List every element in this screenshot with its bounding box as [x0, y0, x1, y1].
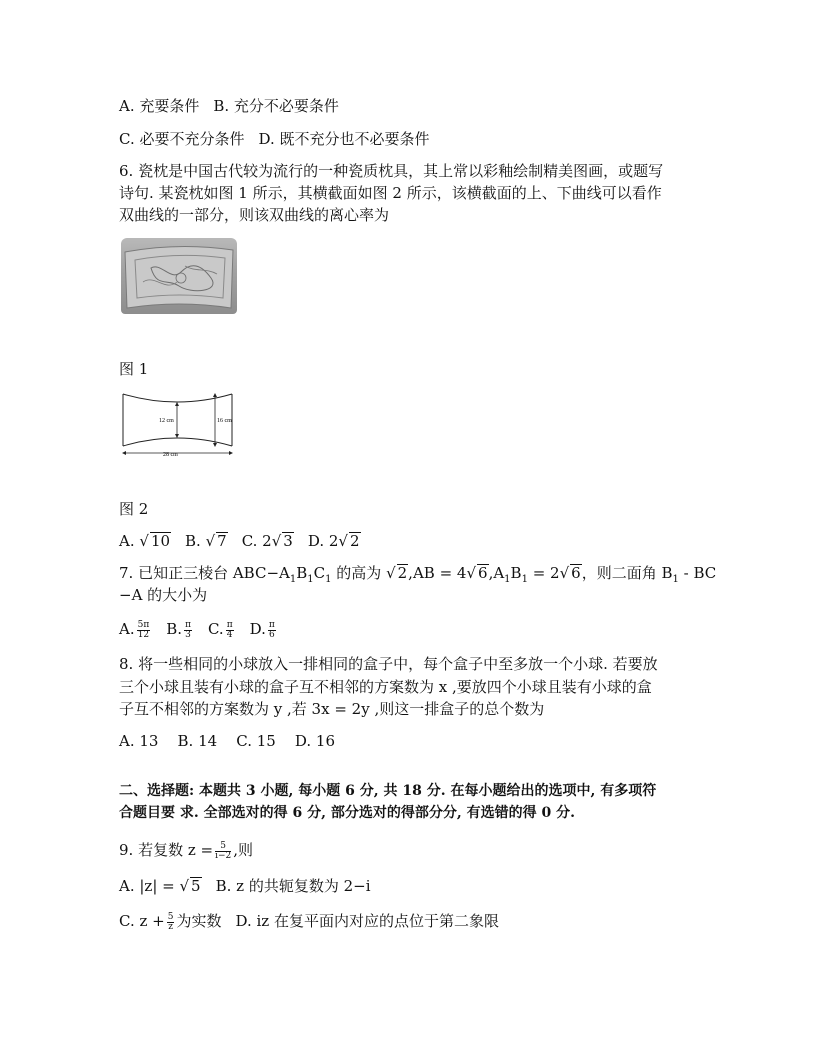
q9-option-a: A. |z| = [119, 877, 180, 895]
q7-stem-line1: 7. 已知正三棱台 $ABC-A_1B_1C_1$ 的高为 √ 2,AB = 4√ $6,A_1B_1 = 2√$ 6，则二面角 $B_1$ - BC [119, 564, 717, 585]
frac-den: 3 [185, 629, 191, 640]
q7-options [119, 619, 278, 640]
q6-options: A. √ 10 B. √ 7 C. 2√ 3 D. 2√ 2 [119, 532, 360, 550]
q7-text: B [296, 564, 308, 582]
q9-option-a-radicand: 5 [191, 877, 201, 895]
q7-text: ,A [488, 564, 505, 582]
q7-text: ，则二面角 B [581, 564, 673, 582]
figure-2-caption: 图 2 [119, 500, 149, 518]
q9-fraction [215, 842, 231, 861]
q5-option-d: D. 既不充分也不必要条件 [258, 130, 430, 148]
section-2-heading-line2: 合题目要 求. 全部选对的得 6 分, 部分选对的得部分分, 有选错的得 0 分. [119, 805, 575, 821]
q5-options-row2 [119, 129, 430, 149]
dim-width-label: 28 cm [163, 452, 178, 458]
q7-option-a-fraction [137, 621, 151, 640]
frac-den: 12 [137, 629, 150, 640]
q7-option-b: B. [166, 620, 183, 638]
figure-1-caption: 图 1 [119, 360, 149, 378]
q7-option-a: A. [119, 620, 135, 638]
section-2-heading-line1: 二、选择题: 本题共 3 小题, 每小题 6 分, 共 18 分. 在每小题给出的选项中, 有多项符 [119, 783, 657, 799]
frac-den: 4 [226, 629, 233, 640]
q7-option-b-fraction [184, 621, 192, 640]
q5-option-a: A. 充要条件 [119, 97, 200, 115]
q9-stem [119, 840, 253, 861]
q7-radicand: 6 [478, 564, 488, 582]
frac-den: i−2 [215, 850, 232, 861]
q9-option-c: C. z + [119, 912, 165, 930]
porcelain-pillow-photo [121, 238, 237, 314]
q7-stem-line2: −A 的大小为 [119, 586, 208, 604]
q9-option-b: B. z 的共轭复数为 2−i [215, 877, 371, 895]
frac-num: π [226, 619, 233, 630]
q7-option-c: C. [207, 620, 224, 638]
frac-num: π [268, 619, 275, 630]
q6-option-c: C. 2 [241, 532, 272, 550]
q6-option-a-radicand: 10 [150, 532, 171, 550]
frac-den: z [168, 921, 173, 932]
q8-options: A. 13 B. 14 C. 15 D. 16 [119, 732, 335, 750]
q5-option-c: C. 必要不充分条件 [119, 130, 245, 148]
q7-sub: 1 [504, 574, 511, 585]
q8-stem-line2: 三个小球且装有小球的盒子互不相邻的方案数为 x ,要放四个小球且装有小球的盒 [119, 678, 652, 696]
dim-inner-label: 12 cm [159, 418, 174, 424]
q9-text: ,则 [233, 841, 254, 859]
q9-options-row1: A. |z| = √ 5 B. z 的共轭复数为 2−i [119, 877, 371, 895]
q6-option-b-radicand: 7 [217, 532, 227, 550]
q7-text: - BC [678, 564, 717, 582]
q6-option-c-radicand: 3 [283, 532, 293, 550]
q7-sub: 1 [672, 574, 679, 585]
q8-stem-line3: 子互不相邻的方案数为 y ,若 3x = 2y ,则这一排盒子的总个数为 [119, 700, 545, 718]
q6-option-b: B. [185, 532, 206, 550]
q9-option-c-fraction [167, 913, 175, 932]
frac-den: 6 [268, 629, 275, 640]
cross-section-diagram [119, 390, 239, 460]
q7-sub: 1 [325, 574, 332, 585]
q7-text: ,AB = 4 [408, 564, 467, 582]
q6-option-a: A. [119, 532, 140, 550]
q6-stem-line1: 6. 瓷枕是中国古代较为流行的一种瓷质枕具，其上常以彩釉绘制精美图画，或题写 [119, 162, 664, 180]
frac-num: π [185, 619, 191, 630]
q7-radicand: 2 [397, 564, 408, 582]
q5-options-row1 [119, 96, 339, 116]
q6-option-d-radicand: 2 [349, 532, 360, 550]
frac-num: 5 [215, 842, 231, 852]
q7-text: 的高为 [331, 564, 387, 582]
q7-text: 7. 已知正三棱台 ABC−A [119, 564, 290, 582]
q7-option-d: D. [249, 620, 266, 638]
q7-text: = 2 [527, 564, 560, 582]
q9-text: 9. 若复数 z = [119, 841, 214, 859]
q9-option-d: D. iz 在复平面内对应的点位于第二象限 [235, 912, 499, 930]
q8-stem-line1: 8. 将一些相同的小球放入一排相同的盒子中，每个盒子中至多放一个小球. 若要放 [119, 655, 658, 673]
q9-option-c-tail: 为实数 [176, 912, 222, 930]
q7-sub: 1 [289, 574, 297, 585]
q6-option-d: D. 2 [307, 532, 339, 550]
q7-sub: 1 [521, 574, 528, 585]
q9-options-row2 [119, 911, 499, 932]
q7-text: B [510, 564, 522, 582]
q6-stem-line2: 诗句. 某瓷枕如图 1 所示，其横截面如图 2 所示，该横截面的上、下曲线可以看作 [119, 184, 662, 202]
q7-radicand: 6 [571, 564, 581, 582]
q7-option-d-fraction [268, 621, 276, 640]
q6-stem-line3: 双曲线的一部分，则该双曲线的离心率为 [119, 206, 390, 224]
q7-sub: 1 [307, 574, 314, 585]
q5-option-b: B. 充分不必要条件 [213, 97, 339, 115]
frac-num: 5π [137, 619, 150, 630]
frac-num: 5 [167, 911, 174, 922]
q7-text: C [313, 564, 326, 582]
dim-outer-label: 16 cm [217, 418, 232, 424]
q7-option-c-fraction [226, 621, 234, 640]
